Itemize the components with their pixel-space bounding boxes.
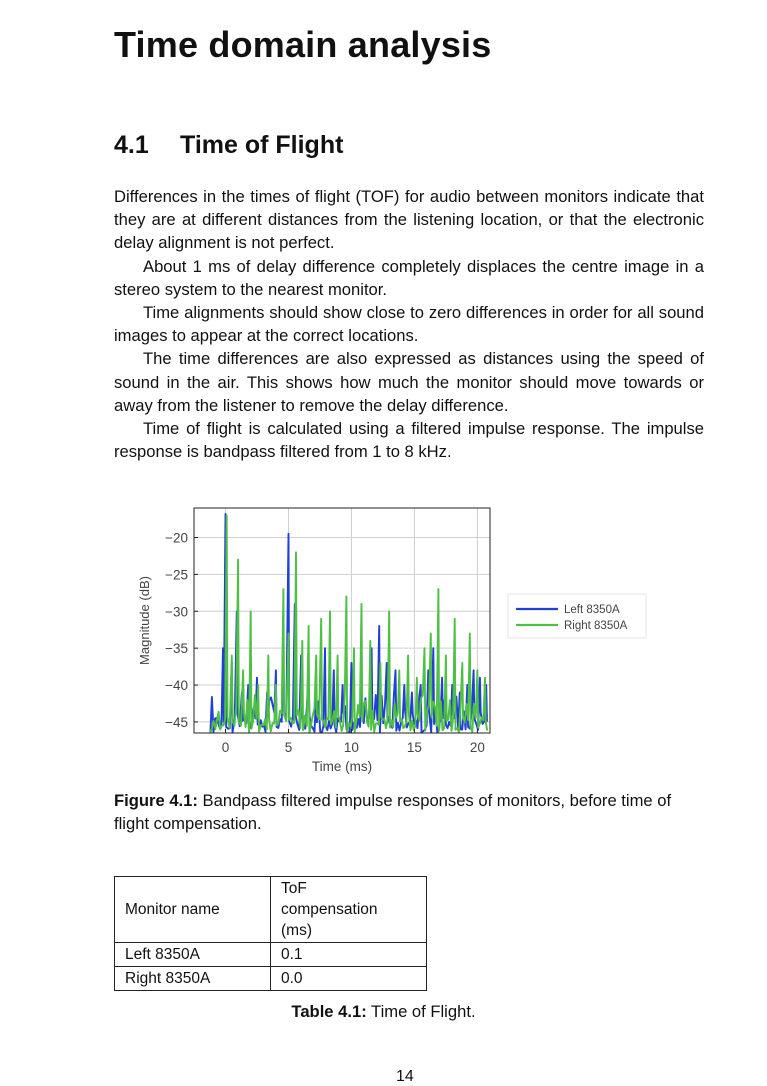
x-tick-label: 5 (284, 740, 293, 755)
paragraph: Differences in the times of flight (TOF) for audio between monitors indicate that they are at different distances from the listening location, or that the electronic delay alignment is not perfect. (114, 187, 704, 253)
table-cell-monitor: Left 8350A (115, 943, 271, 967)
header-tof-compensation (271, 877, 427, 943)
series-line-right (210, 515, 487, 733)
x-tick-label: 10 (343, 740, 359, 755)
table-caption-text: Time of Flight. (371, 1002, 476, 1021)
y-tick-label: −35 (165, 641, 188, 657)
table-cell-monitor: Right 8350A (115, 967, 271, 991)
section-heading (114, 131, 343, 160)
y-tick-label: −25 (165, 567, 188, 583)
paragraph: The time differences are also expressed as distances using the speed of sound in the air. This shows how much the monitor should move towards or away from the listener to remove the delay difference. (114, 349, 704, 415)
figure-caption (114, 789, 704, 835)
x-tick-label: 20 (469, 740, 485, 755)
y-axis-label: Magnitude (dB) (137, 576, 152, 665)
section-title: Time of Flight (180, 131, 344, 159)
plot-area (210, 514, 487, 733)
x-tick-label: 0 (221, 740, 230, 755)
table-cell-value: 0.0 (271, 967, 427, 991)
x-tick-label: 15 (406, 740, 422, 755)
impulse-response-chart (112, 498, 652, 783)
y-tick-label: −20 (165, 530, 188, 546)
y-tick-label: −30 (165, 604, 188, 620)
y-tick-label: −40 (165, 678, 188, 694)
figure-caption-text: Bandpass filtered impulse responses of monitors, before time of flight compensation. (114, 791, 672, 833)
tof-table (114, 876, 427, 991)
figure-label: Figure 4.1: (114, 791, 198, 810)
header-line: ToF (281, 880, 307, 897)
page-number: 14 (396, 1068, 414, 1085)
table-caption (0, 1002, 767, 1022)
paragraph: Time of flight is calculated using a filtered impulse response. The impulse response is bandpass filtered from 1 to 8 kHz. (114, 419, 704, 462)
body-text (114, 185, 704, 463)
x-axis-label: Time (ms) (311, 759, 373, 774)
y-tick-label: −45 (165, 714, 188, 730)
table-row (115, 967, 427, 991)
header-monitor-name: Monitor name (115, 877, 271, 943)
header-line: compensation (281, 901, 378, 918)
paragraph: Time alignments should show close to zero differences in order for all sound images to appear at the correct locations. (114, 303, 704, 346)
legend-label: Left 8350A (564, 604, 620, 616)
table-label: Table 4.1: (291, 1002, 367, 1021)
header-line: (ms) (281, 922, 312, 939)
paragraph: About 1 ms of delay difference completely displaces the centre image in a stereo system to the nearest monitor. (114, 256, 704, 299)
legend-label: Right 8350A (564, 620, 628, 632)
table-row (115, 943, 427, 967)
table-cell-value: 0.1 (271, 943, 427, 967)
section-number: 4.1 (114, 131, 149, 159)
table-header-row (115, 877, 427, 943)
page-title: Time domain analysis (114, 24, 492, 65)
figure-4-1 (112, 498, 652, 783)
legend (508, 594, 646, 638)
